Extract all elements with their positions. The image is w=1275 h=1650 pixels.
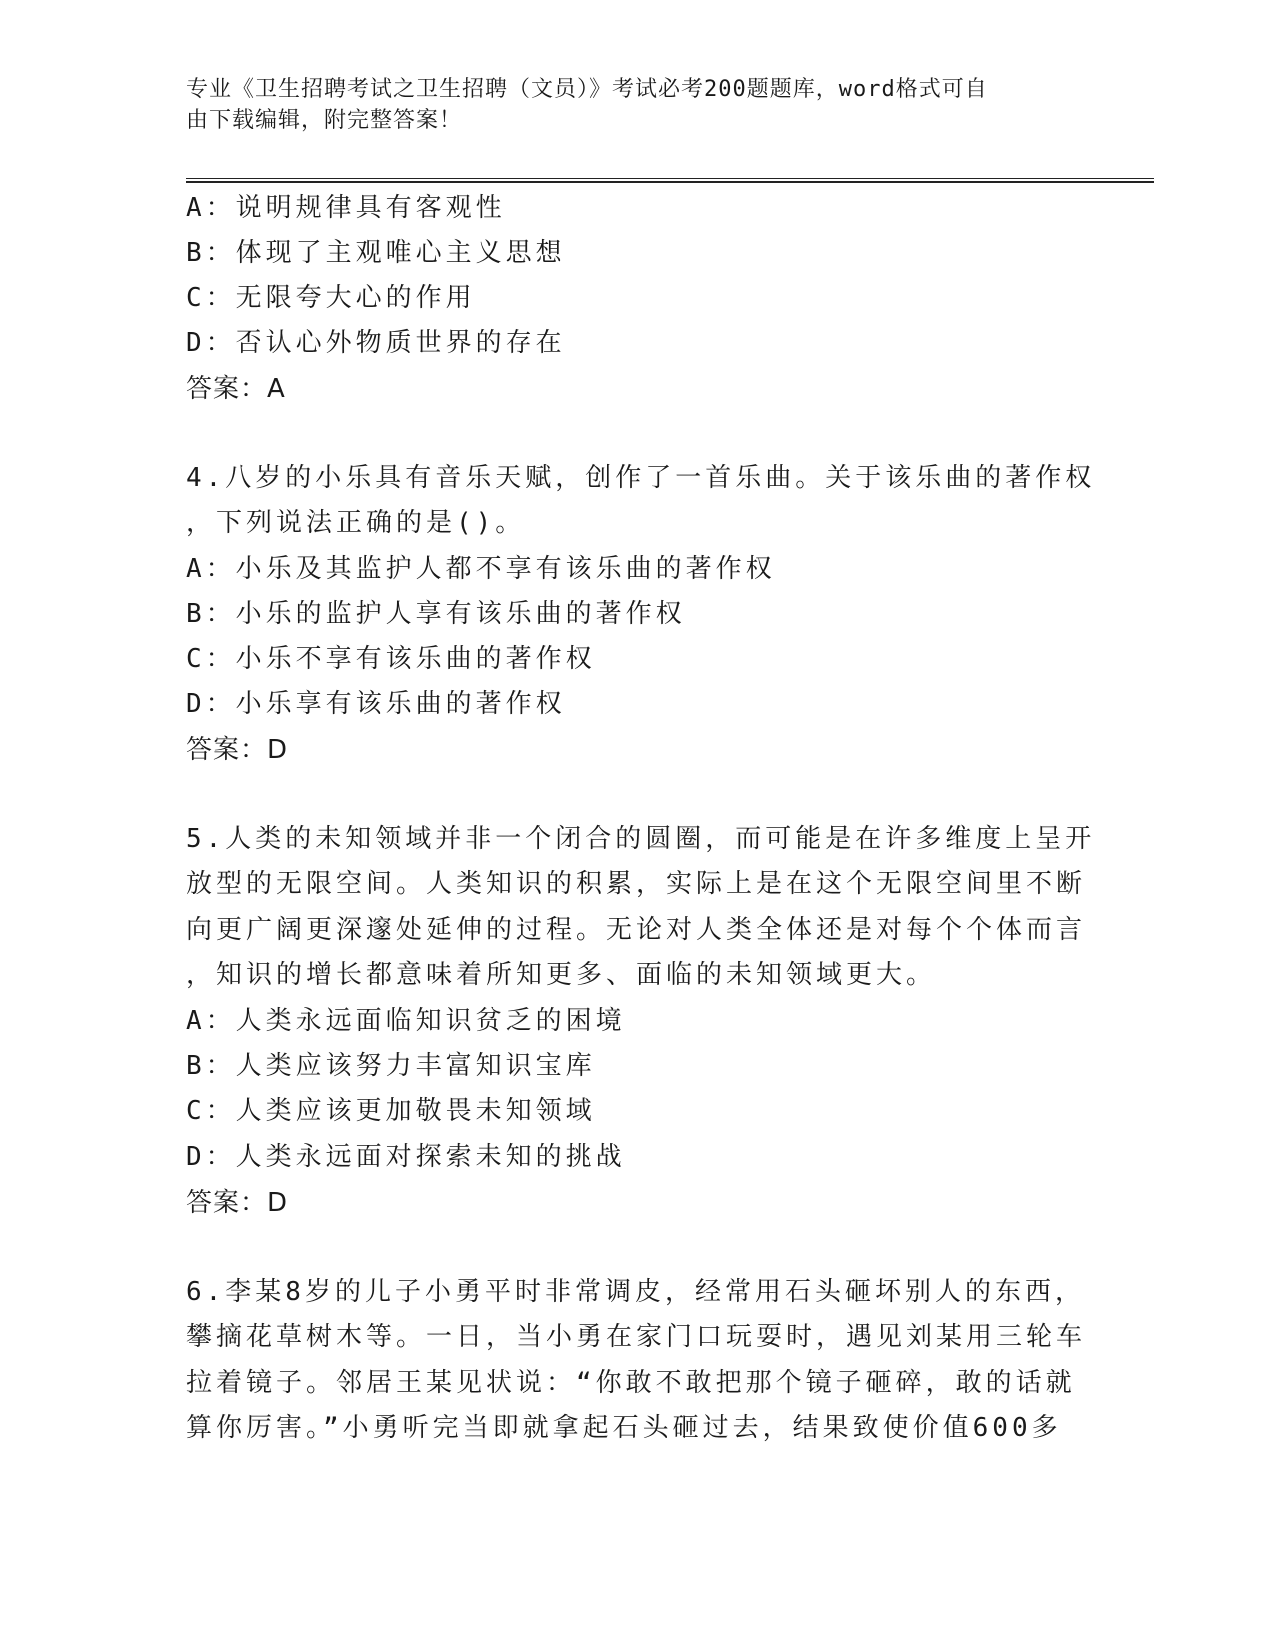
header-line-2: 由下载编辑，附完整答案！ bbox=[186, 108, 463, 133]
header-divider-thick bbox=[186, 181, 1154, 183]
q3-option-d: D：否认心外物质世界的存在 bbox=[186, 328, 566, 358]
q6-stem-line-4: 算你厉害。”小勇听完当即就拿起石头砸过去，结果致使价值600多 bbox=[186, 1413, 1062, 1443]
q4-option-d: D：小乐享有该乐曲的著作权 bbox=[186, 689, 566, 719]
q4-stem-line-2: ，下列说法正确的是()。 bbox=[186, 508, 526, 538]
q5-stem-line-3: 向更广阔更深邃处延伸的过程。无论对人类全体还是对每个个体而言 bbox=[186, 915, 1087, 945]
header-divider-thin bbox=[186, 178, 1154, 179]
q4-option-b: B：小乐的监护人享有该乐曲的著作权 bbox=[186, 599, 686, 629]
q3-answer: 答案：A bbox=[186, 374, 286, 404]
q5-answer: 答案：D bbox=[186, 1188, 289, 1218]
q5-option-a: A：人类永远面临知识贫乏的困境 bbox=[186, 1006, 626, 1036]
q6-stem-line-3: 拉着镜子。邻居王某见状说：“你敢不敢把那个镜子砸碎，敢的话就 bbox=[186, 1368, 1076, 1398]
q5-stem-line-1: 5.人类的未知领域并非一个闭合的圆圈，而可能是在许多维度上呈开 bbox=[186, 824, 1096, 854]
q5-stem-line-4: ，知识的增长都意味着所知更多、面临的未知领域更大。 bbox=[186, 960, 937, 990]
q5-option-d: D：人类永远面对探索未知的挑战 bbox=[186, 1142, 626, 1172]
q4-option-a: A：小乐及其监护人都不享有该乐曲的著作权 bbox=[186, 554, 776, 584]
q4-stem-line-1: 4.八岁的小乐具有音乐天赋，创作了一首乐曲。关于该乐曲的著作权 bbox=[186, 463, 1096, 493]
q5-option-b: B：人类应该努力丰富知识宝库 bbox=[186, 1051, 596, 1081]
q3-option-b: B：体现了主观唯心主义思想 bbox=[186, 238, 566, 268]
q4-answer: 答案：D bbox=[186, 735, 289, 765]
q6-stem-line-2: 攀摘花草树木等。一日，当小勇在家门口玩耍时，遇见刘某用三轮车 bbox=[186, 1322, 1087, 1352]
q5-stem-line-2: 放型的无限空间。人类知识的积累，实际上是在这个无限空间里不断 bbox=[186, 869, 1087, 899]
q6-stem-line-1: 6.李某8岁的儿子小勇平时非常调皮，经常用石头砸坏别人的东西， bbox=[186, 1277, 1085, 1307]
header-line-1: 专业《卫生招聘考试之卫生招聘（文员）》考试必考200题题库，word格式可自 bbox=[186, 77, 988, 102]
q3-option-c: C：无限夸大心的作用 bbox=[186, 283, 476, 313]
q4-option-c: C：小乐不享有该乐曲的著作权 bbox=[186, 644, 596, 674]
q3-option-a: A：说明规律具有客观性 bbox=[186, 193, 506, 223]
document-header bbox=[186, 74, 1086, 136]
q5-option-c: C：人类应该更加敬畏未知领域 bbox=[186, 1096, 596, 1126]
